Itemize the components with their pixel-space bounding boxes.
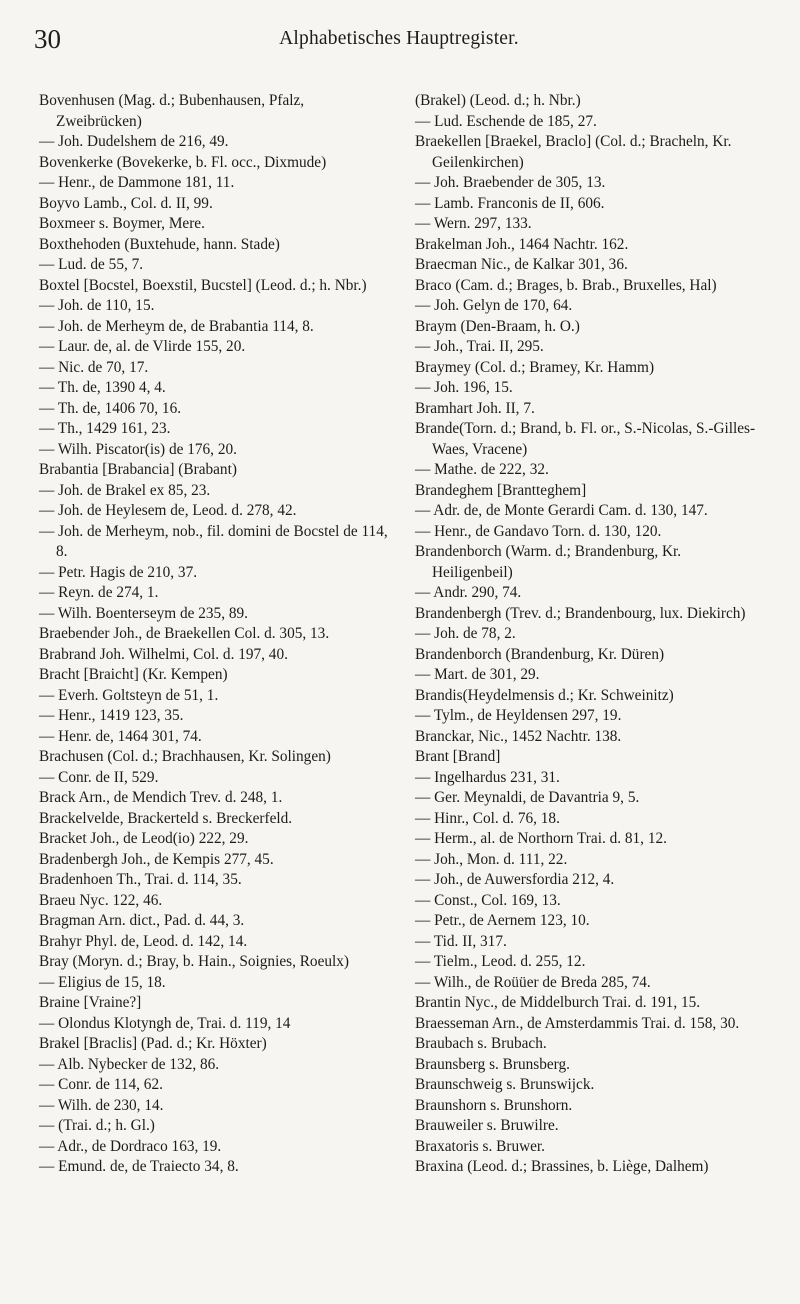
page-header (34, 22, 764, 62)
index-entry: Bovenkerke (Bovekerke, b. Fl. occ., Dixmude) (39, 153, 327, 171)
index-entry: — Ingelhardus 231, 31. (415, 768, 560, 786)
index-entry: — Lamb. Franconis de II, 606. (415, 194, 605, 212)
index-entry: Bradenbergh Joh., de Kempis 277, 45. (39, 850, 274, 868)
index-column-left (39, 91, 389, 1178)
index-entry: Brabantia [Brabancia] (Brabant) (39, 461, 237, 478)
index-entry: Brandenborch (Brandenburg, Kr. Düren) (415, 645, 665, 663)
index-entry: — Mathe. de 222, 32. (415, 461, 549, 478)
index-entry: — Th., 1429 161, 23. (39, 420, 171, 437)
index-entry: — Wilh. Piscator(is) de 176, 20. (39, 440, 237, 458)
index-entry: — Adr. de, de Monte Gerardi Cam. d. 130, 147. (415, 502, 708, 519)
index-entry: — Const., Col. 169, 13. (415, 891, 561, 909)
index-entry: — Henr., de Dammone 181, 11. (39, 174, 235, 191)
index-entry: Braecman Nic., de Kalkar 301, 36. (415, 256, 628, 273)
index-entry: — Joh. de Heylesem de, Leod. d. 278, 42. (39, 502, 297, 519)
index-entry: — Tylm., de Heyldensen 297, 19. (415, 707, 622, 724)
index-entry: — Th. de, 1390 4, 4. (39, 379, 166, 396)
index-entry: — Adr., de Dordraco 163, 19. (39, 1137, 222, 1155)
index-entry: — Herm., al. de Northorn Trai. d. 81, 12. (415, 830, 667, 847)
index-entry: — Andr. 290, 74. (415, 584, 522, 601)
index-entry: — Wilh. Boenterseym de 235, 89. (39, 604, 248, 622)
index-entry: Bramhart Joh. II, 7. (415, 399, 535, 417)
index-entry: — Joh. de Brakel ex 85, 23. (39, 481, 211, 499)
index-entry: — Ger. Meynaldi, de Davantria 9, 5. (415, 789, 640, 806)
index-entry: Braco (Cam. d.; Brages, b. Brab., Bruxelles, Hal) (415, 276, 717, 294)
index-entry: Braekellen [Braekel, Braclo] (Col. d.; Bracheln, Kr. Geilenkirchen) (415, 133, 732, 171)
index-entry: — Reyn. de 274, 1. (39, 584, 159, 601)
index-entry: Braunsberg s. Brunsberg. (415, 1055, 570, 1073)
index-entry: — Henr. de, 1464 301, 74. (39, 727, 202, 745)
index-entry: — Conr. de II, 529. (39, 768, 159, 786)
index-entry: — Henr., de Gandavo Torn. d. 130, 120. (415, 522, 662, 540)
index-entry: Braebender Joh., de Braekellen Col. d. 305, 13. (39, 625, 330, 642)
index-entry: — Mart. de 301, 29. (415, 666, 540, 683)
index-entry: Boxmeer s. Boymer, Mere. (39, 215, 205, 232)
index-entry: (Brakel) (Leod. d.; h. Nbr.) (415, 92, 581, 109)
index-entry: Brandeghem [Brantteghem] (415, 481, 587, 499)
index-entry: Brabrand Joh. Wilhelmi, Col. d. 197, 40. (39, 645, 288, 663)
index-entry: — Joh., Mon. d. 111, 22. (415, 850, 568, 868)
index-entry: — Wern. 297, 133. (415, 215, 532, 232)
index-entry: Braine [Vraine?] (39, 994, 142, 1011)
index-entry: Braxina (Leod. d.; Brassines, b. Liège, Dalhem) (415, 1158, 709, 1175)
index-entry: Braunshorn s. Brunshorn. (415, 1096, 573, 1114)
running-title: Alphabetisches Hauptregister. (279, 28, 519, 49)
index-entry: Bracht [Braicht] (Kr. Kempen) (39, 666, 228, 683)
index-entry: Brakel [Braclis] (Pad. d.; Kr. Höxter) (39, 1035, 267, 1052)
index-entry: Bracket Joh., de Leod(io) 222, 29. (39, 830, 249, 847)
index-entry: Branckar, Nic., 1452 Nachtr. 138. (415, 727, 622, 745)
index-entry: Brande(Torn. d.; Brand, b. Fl. or., S.-Nicolas, S.-Gilles-Waes, Vracene) (415, 420, 756, 458)
index-entry: — Joh. de 110, 15. (39, 297, 155, 314)
index-entry: Braxatoris s. Bruwer. (415, 1137, 546, 1155)
index-entry: Brackelvelde, Brackerteld s. Breckerfeld. (39, 809, 293, 827)
index-entry: Braesseman Arn., de Amsterdammis Trai. d. 158, 30. (415, 1014, 740, 1032)
index-entry: Brack Arn., de Mendich Trev. d. 248, 1. (39, 789, 283, 806)
index-entry: — Tielm., Leod. d. 255, 12. (415, 953, 586, 970)
index-entry: — Nic. de 70, 17. (39, 358, 149, 376)
index-entry: Brakelman Joh., 1464 Nachtr. 162. (415, 235, 629, 253)
index-entry: — Eligius de 15, 18. (39, 973, 166, 991)
index-entry: Brandenborch (Warm. d.; Brandenburg, Kr. Heiligenbeil) (415, 543, 682, 581)
index-entry: — (Trai. d.; h. Gl.) (39, 1117, 155, 1134)
index-entry: — Conr. de 114, 62. (39, 1076, 163, 1093)
index-entry: — Joh. 196, 15. (415, 379, 513, 396)
index-entry: — Hinr., Col. d. 76, 18. (415, 809, 560, 827)
page-number: 30 (34, 24, 61, 54)
index-entry: Braeu Nyc. 122, 46. (39, 891, 163, 909)
index-entry: — Tid. II, 317. (415, 932, 507, 950)
index-entry: — Everh. Goltsteyn de 51, 1. (39, 686, 219, 704)
index-entry: Bragman Arn. dict., Pad. d. 44, 3. (39, 912, 245, 929)
index-entry: Bray (Moryn. d.; Bray, b. Hain., Soignies, Roeulx) (39, 953, 350, 970)
index-entry: — Joh., Trai. II, 295. (415, 338, 544, 355)
index-entry: Braunschweig s. Brunswijck. (415, 1076, 595, 1093)
index-entry: Brauweiler s. Bruwilre. (415, 1117, 559, 1134)
index-entry: — Joh., de Auwersfordia 212, 4. (415, 871, 615, 888)
index-entry: Brahyr Phyl. de, Leod. d. 142, 14. (39, 932, 248, 950)
index-entry: Brandis(Heydelmensis d.; Kr. Schweinitz) (415, 686, 674, 704)
index-entry: Bovenhusen (Mag. d.; Bubenhausen, Pfalz, Zweibrücken) (39, 92, 305, 130)
index-entry: Boxtel [Bocstel, Boexstil, Bucstel] (Leod. d.; h. Nbr.) (39, 276, 367, 294)
index-entry: — Alb. Nybecker de 132, 86. (39, 1055, 220, 1073)
index-entry: Brant [Brand] (415, 748, 501, 765)
index-entry: — Wilh., de Roüüer de Breda 285, 74. (415, 973, 651, 991)
index-entry: — Wilh. de 230, 14. (39, 1096, 164, 1114)
index-entry: Brandenbergh (Trev. d.; Brandenbourg, lux. Diekirch) (415, 604, 746, 622)
index-entry: — Olondus Klotyngh de, Trai. d. 119, 14 (39, 1014, 291, 1032)
index-entry: — Joh. de 78, 2. (415, 625, 516, 642)
index-entry: Brachusen (Col. d.; Brachhausen, Kr. Solingen) (39, 748, 331, 765)
index-entry: Bradenhoen Th., Trai. d. 114, 35. (39, 871, 242, 888)
index-entry: Braymey (Col. d.; Bramey, Kr. Hamm) (415, 358, 655, 376)
index-entry: — Joh. de Merheym, nob., fil. domini de Bocstel de 114, 8. (39, 522, 388, 560)
index-entry: — Henr., 1419 123, 35. (39, 707, 184, 724)
index-entry: Braubach s. Brubach. (415, 1035, 547, 1052)
index-entry: — Th. de, 1406 70, 16. (39, 399, 182, 417)
index-entry: — Lud. de 55, 7. (39, 256, 144, 273)
index-entry: — Joh. Braebender de 305, 13. (415, 174, 606, 191)
index-entry: Brantin Nyc., de Middelburch Trai. d. 191, 15. (415, 994, 701, 1011)
index-entry: — Joh. Dudelshem de 216, 49. (39, 133, 229, 150)
index-entry: — Emund. de, de Traiecto 34, 8. (39, 1158, 239, 1175)
index-column-right (415, 91, 765, 1178)
index-entry: — Joh. de Merheym de, de Brabantia 114, 8. (39, 317, 314, 335)
index-entry: — Laur. de, al. de Vlirde 155, 20. (39, 338, 246, 355)
index-entry: Boyvo Lamb., Col. d. II, 99. (39, 194, 213, 212)
index-entry: — Lud. Eschende de 185, 27. (415, 112, 597, 130)
index-entry: — Petr., de Aernem 123, 10. (415, 912, 590, 929)
index-entry: — Petr. Hagis de 210, 37. (39, 563, 198, 581)
index-entry: — Joh. Gelyn de 170, 64. (415, 297, 573, 314)
index-entry: Boxthehoden (Buxtehude, hann. Stade) (39, 235, 280, 253)
index-entry: Braym (Den-Braam, h. O.) (415, 317, 580, 335)
